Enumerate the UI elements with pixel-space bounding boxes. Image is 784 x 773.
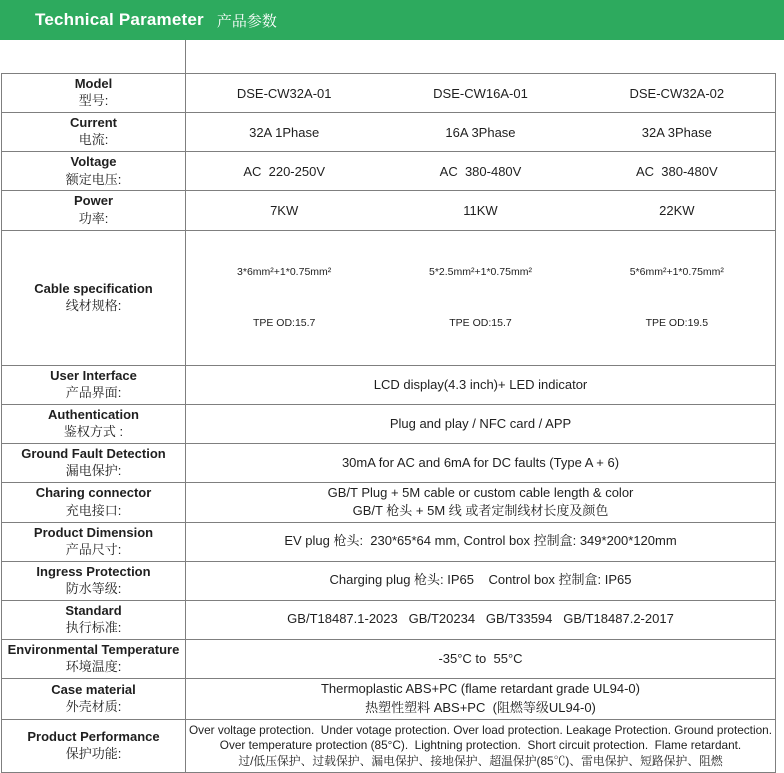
table-row-current	[2, 113, 775, 152]
value-col3: 32A 3Phase	[641, 124, 712, 140]
row-label-zh: 电流:	[78, 132, 109, 148]
row-label-zh: 执行标准:	[65, 620, 122, 636]
row-label	[2, 191, 186, 229]
value-col1: 32A 1Phase	[249, 124, 320, 140]
value-col1	[186, 231, 382, 365]
row-label-zh: 鉴权方式 :	[63, 424, 124, 440]
cable-spec-line1: 5*6mm²+1*0.75mm²	[629, 266, 724, 279]
row-label	[2, 640, 186, 678]
row-value	[186, 640, 775, 678]
table-row-power	[2, 191, 775, 230]
row-value	[186, 679, 775, 719]
row-label-zh: 防水等级:	[65, 580, 122, 596]
column-divider-line	[185, 40, 186, 73]
row-label-en: Product Performance	[27, 728, 160, 744]
row-value	[186, 720, 775, 772]
row-label-zh: 额定电压:	[65, 171, 122, 187]
value-col2: 11KW	[463, 202, 498, 218]
row-value	[186, 601, 775, 639]
value-col2: AC 380-480V	[439, 163, 522, 179]
row-label	[2, 601, 186, 639]
cable-spec-line1: 3*6mm²+1*0.75mm²	[237, 266, 332, 279]
table-row-cable-specification	[2, 231, 775, 366]
row-label-zh: 外壳材质:	[65, 699, 122, 715]
row-values	[186, 191, 775, 229]
table-row-ground-fault-detection	[2, 444, 775, 483]
value-col3: AC 380-480V	[635, 163, 718, 179]
row-label	[2, 483, 186, 521]
row-label-en: Ground Fault Detection	[21, 446, 166, 462]
value-line: 热塑性塑料 ABS+PC (阻燃等级UL94-0)	[365, 700, 596, 716]
row-label-zh: 产品尺寸:	[65, 541, 122, 557]
row-label	[2, 366, 186, 404]
value-col2: DSE-CW16A-01	[433, 85, 528, 101]
row-label-zh: 产品界面:	[65, 385, 122, 401]
table-row-user-interface	[2, 366, 775, 405]
row-value	[186, 405, 775, 443]
row-label-en: Voltage	[70, 154, 117, 170]
table-row-standard	[2, 601, 775, 640]
row-label	[2, 523, 186, 561]
row-label-zh: 型号:	[78, 93, 109, 109]
row-value	[186, 483, 775, 521]
spec-table	[1, 73, 776, 773]
row-value	[186, 366, 775, 404]
value-line: Over temperature protection (85°C). Lightning protection. Short circuit protection. Flame retardant.	[219, 738, 742, 753]
value-line: LCD display(4.3 inch)+ LED indicator	[373, 376, 588, 392]
row-values	[186, 152, 775, 190]
table-row-environmental-temperature	[2, 640, 775, 679]
value-line: EV plug 枪头: 230*65*64 mm, Control box 控制盒: 349*200*120mm	[284, 533, 677, 549]
value-line: GB/T 枪头 + 5M 线 或者定制线材长度及颜色	[352, 503, 609, 519]
table-top-gap	[1, 40, 776, 73]
row-label	[2, 152, 186, 190]
value-line: Over voltage protection. Under votage protection. Over load protection. Leakage Protection. Ground protection.	[189, 722, 772, 737]
table-row-authentication	[2, 405, 775, 444]
row-label	[2, 444, 186, 482]
row-label-zh: 功率:	[78, 210, 109, 226]
row-label-en: User Interface	[50, 367, 137, 383]
row-label-en: Charing connector	[35, 485, 152, 501]
row-label	[2, 74, 186, 112]
row-value	[186, 444, 775, 482]
value-col3: DSE-CW32A-02	[629, 85, 725, 101]
row-label-en: Current	[70, 115, 117, 131]
cable-spec-line1: 5*2.5mm²+1*0.75mm²	[428, 266, 532, 279]
row-label-zh: 线材规格:	[65, 297, 122, 313]
table-row-charging-connector	[2, 483, 775, 522]
value-line: -35°C to 55°C	[438, 650, 523, 666]
table-row-voltage	[2, 152, 775, 191]
row-label-en: Model	[74, 76, 113, 91]
row-label	[2, 405, 186, 443]
value-line: Plug and play / NFC card / APP	[389, 415, 572, 431]
row-values	[186, 113, 775, 151]
value-col3	[579, 231, 775, 365]
row-label-en: Case material	[51, 681, 136, 697]
row-label-en: Environmental Temperature	[7, 641, 180, 657]
cable-spec-line2: TPE OD:19.5	[645, 316, 709, 329]
cable-spec-line2: TPE OD:15.7	[449, 316, 512, 329]
page-title-zh: 产品参数	[216, 12, 277, 30]
row-label-zh: 环境温度:	[65, 659, 122, 675]
row-label	[2, 720, 186, 772]
row-label-en: Power	[73, 193, 113, 209]
value-col1: AC 220-250V	[243, 163, 325, 179]
value-col1: DSE-CW32A-01	[236, 85, 332, 101]
table-row-model	[2, 74, 775, 113]
value-col3: 22KW	[659, 202, 695, 218]
row-value	[186, 562, 775, 600]
row-label-en: Authentication	[48, 407, 139, 423]
row-label-en: Ingress Protection	[36, 563, 151, 579]
table-row-product-performance	[2, 720, 775, 772]
table-row-product-dimension	[2, 523, 775, 562]
cable-spec-line2: TPE OD:15.7	[252, 316, 316, 329]
row-label	[2, 113, 186, 151]
row-label-zh: 漏电保护:	[65, 463, 122, 479]
table-row-case-material	[2, 679, 775, 720]
value-line: Charging plug 枪头: IP65 Control box 控制盒: IP65	[329, 572, 632, 588]
value-col1: 7KW	[270, 202, 299, 218]
value-line: GB/T18487.1-2023 GB/T20234 GB/T33594 GB/T18487.2-2017	[287, 611, 674, 627]
page-title: Technical Parameter	[35, 10, 204, 29]
row-label	[2, 679, 186, 719]
table-row-ingress-protection	[2, 562, 775, 601]
row-values	[186, 231, 775, 365]
value-col2	[382, 231, 578, 365]
row-label-zh: 充电接口:	[65, 502, 122, 518]
value-line: GB/T Plug + 5M cable or custom cable length & color	[327, 484, 634, 500]
header-banner	[0, 0, 784, 40]
value-line: 30mA for AC and 6mA for DC faults (Type A + 6)	[341, 454, 620, 470]
row-label-en: Product Dimension	[33, 524, 154, 540]
row-value	[186, 523, 775, 561]
value-line: Thermoplastic ABS+PC (flame retardant grade UL94-0)	[320, 681, 640, 697]
value-col2: 16A 3Phase	[445, 124, 516, 140]
row-label	[2, 231, 186, 365]
row-label-en: Standard	[65, 602, 122, 618]
row-label-zh: 保护功能:	[65, 746, 122, 762]
row-label-en: Cable specification	[34, 280, 153, 296]
row-values	[186, 74, 775, 112]
value-line: 过/低压保护、过载保护、漏电保护、接地保护、超温保护(85℃)、雷电保护、短路保护、阻燃	[238, 753, 723, 768]
row-label	[2, 562, 186, 600]
